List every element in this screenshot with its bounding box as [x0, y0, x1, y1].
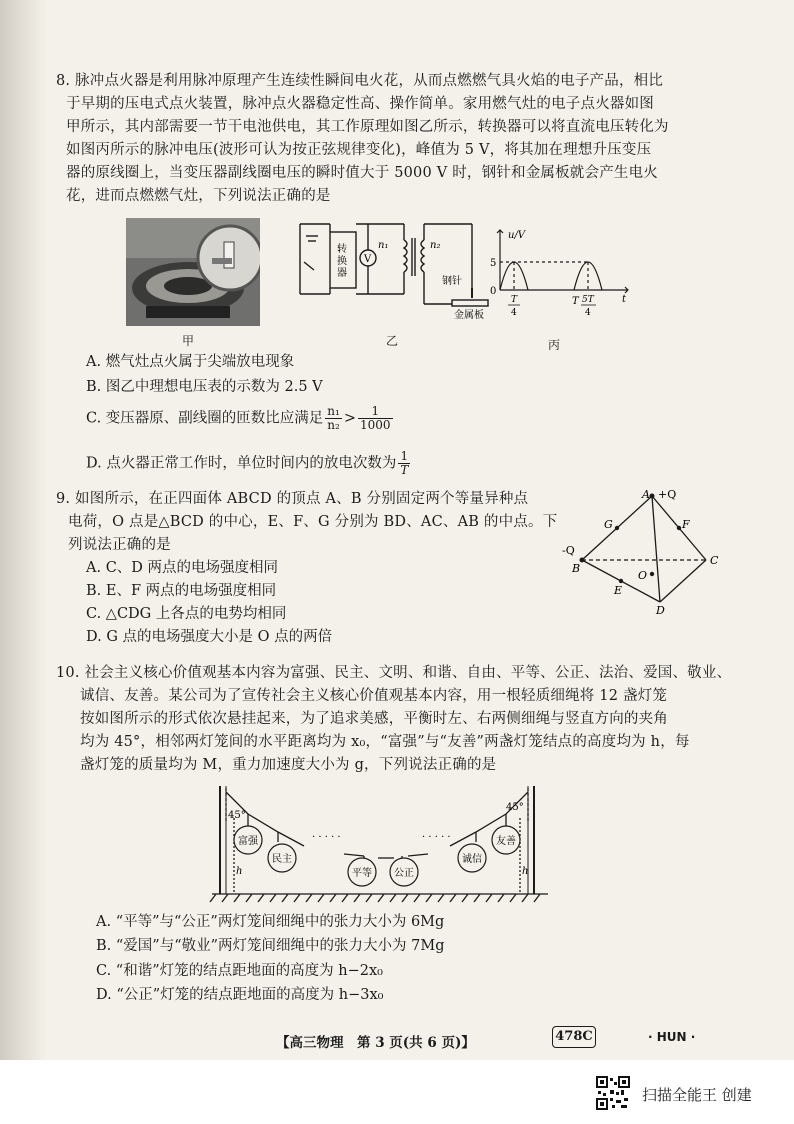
lantern-label: 平等	[352, 868, 372, 879]
q8-line: 如图丙所示的脉冲电压(波形可认为按正弦规律变化)，峰值为 5 V，将其加在理想升压变压	[66, 142, 652, 158]
q8-line: 于早期的压电式点火装置，脉冲点火器稳定性高、操作简单。家用燃气灶的电子点火器如图	[66, 96, 654, 112]
graph-peak-tick: 5	[490, 258, 497, 269]
q8-option-b: B. 图乙中理想电压表的示数为 2.5 V	[86, 379, 323, 395]
q9-option-b: B. E、F 两点的电场强度相同	[86, 583, 277, 599]
vertex-C-label: C	[710, 554, 719, 567]
q10-option-a: A. “平等”与“公正”两灯笼间细绳中的张力大小为 6Mg	[96, 914, 445, 930]
q9-option-d: D. G 点的电场强度大小是 O 点的两倍	[86, 629, 333, 645]
needle-label: 钢针	[442, 276, 462, 287]
point-O-label: O	[638, 569, 648, 582]
converter-label-3: 器	[337, 268, 347, 279]
converter-label-2: 换	[337, 256, 347, 267]
page-footer-title: 【高三物理 第 3 页(共 6 页)】	[276, 1035, 475, 1051]
q9-line: 电荷，O 点是△BCD 的中心，E、F、G 分别为 BD、AC、AB 的中点。下	[68, 514, 558, 530]
plate-label: 金属板	[454, 310, 484, 321]
point-G-label: G	[604, 518, 613, 531]
primary-turns-label: n₁	[378, 240, 389, 251]
graph-y-label: u/V	[508, 230, 526, 241]
q8-option-d	[86, 450, 412, 477]
q10-option-d: D. “公正”灯笼的结点距地面的高度为 h−3x₀	[96, 987, 384, 1003]
converter-label-1: 转	[337, 244, 347, 255]
q9-line: 9. 如图所示，在正四面体 ABCD 的顶点 A、B 分别固定两个等量异种点	[56, 491, 529, 507]
q10-line: 盏灯笼的质量均为 M，重力加速度大小为 g，下列说法正确的是	[80, 757, 497, 773]
tick-5T4-den: 4	[585, 308, 591, 318]
scanner-watermark: 扫描全能王 创建	[642, 1086, 752, 1104]
q10-line: 按如图所示的形式依次悬挂起来，为了追求美感，平衡时左、右两侧细绳与竖直方向的夹角	[80, 711, 668, 727]
lantern-label: 公正	[394, 868, 414, 879]
left-height-label: h	[236, 866, 243, 877]
charge-minus-label: -Q	[562, 544, 575, 557]
right-ellipsis: · · · · ·	[422, 832, 451, 843]
lantern-label: 富强	[238, 836, 258, 847]
scan-shadow	[0, 0, 46, 1124]
q10-option-c: C. “和谐”灯笼的结点距地面的高度为 h−2x₀	[96, 963, 383, 979]
q8-option-c	[86, 405, 395, 432]
left-angle-label: 45°	[228, 810, 246, 821]
vertex-D-label: D	[656, 604, 665, 617]
exam-code-badge: 478C	[552, 1026, 596, 1048]
graph-x-label: t	[622, 294, 627, 305]
lantern-label: 诚信	[462, 854, 482, 865]
q8-line: 器的原线圈上，当变压器副线圈电压的瞬时值大于 5000 V 时，钢针和金属板就会产生电火	[66, 165, 658, 181]
figure-bing-caption: 丙	[548, 338, 561, 352]
q8-line: 8. 脉冲点火器是利用脉冲原理产生连续性瞬间电火花，从而点燃燃气具火焰的电子产品，相比	[56, 73, 664, 89]
charge-plus-label: +Q	[658, 488, 677, 501]
lantern-label: 友善	[496, 836, 516, 847]
tick-T4-num: T	[511, 295, 518, 305]
figure-yi-caption: 乙	[386, 334, 399, 348]
turns-ratio-fraction	[325, 405, 342, 432]
q9-option-a: A. C、D 两点的电场强度相同	[86, 560, 279, 576]
ground-hatch	[210, 894, 540, 902]
tetrahedron-diagram	[560, 484, 730, 620]
q8-option-c-text: C. 变压器原、副线圈的匝数比应满足	[86, 410, 324, 427]
vertex-A-label: A	[642, 488, 650, 501]
right-height-label: h	[522, 866, 529, 877]
question-10-text	[56, 662, 746, 777]
lantern-diagram	[208, 782, 552, 908]
pulse-voltage-graph	[486, 224, 636, 324]
q10-line: 均为 45°，相邻两灯笼间的水平距离均为 x₀，“富强”与“友善”两盏灯笼结点的高度均为 h，每	[80, 734, 690, 750]
region-code: · HUN ·	[648, 1030, 696, 1044]
q8-option-a: A. 燃气灶点火属于尖端放电现象	[86, 354, 295, 370]
discharge-rate-fraction	[398, 450, 410, 477]
igniter-photo	[126, 218, 260, 326]
point-F-label: F	[682, 518, 690, 531]
tick-5T4-num: 5T	[582, 295, 594, 305]
q10-option-b: B. “爱国”与“敬业”两灯笼间细绳中的张力大小为 7Mg	[96, 938, 445, 954]
q8-line: 甲所示，其内部需要一节干电池供电，其工作原理如图乙所示，转换器可以将直流电压转化为	[66, 119, 669, 135]
question-9-text	[56, 488, 576, 557]
igniter-circuit-diagram	[294, 218, 490, 322]
left-ellipsis: · · · · ·	[312, 832, 341, 843]
point-E-label: E	[614, 584, 623, 597]
q10-line: 诚信、友善。某公司为了宣传社会主义核心价值观基本内容，用一根轻质细绳将 12 盏灯笼	[80, 688, 668, 704]
lantern-label: 民主	[272, 854, 292, 865]
rate-num: 1	[398, 450, 410, 464]
voltmeter-label: V	[364, 254, 372, 265]
q10-line: 10. 社会主义核心价值观基本内容为富强、民主、文明、和谐、自由、平等、公正、法治、爱国、敬业、	[56, 665, 732, 681]
graph-origin: 0	[490, 286, 497, 297]
ratio-value-fraction	[358, 405, 393, 432]
q8-line: 花，进而点燃燃气灶，下列说法正确的是	[66, 188, 331, 204]
secondary-turns-label: n₂	[430, 240, 441, 251]
ratio-den: n₂	[327, 418, 340, 432]
q9-line: 列说法正确的是	[68, 537, 171, 553]
ratio-num: n₁	[327, 404, 340, 418]
ratio-value-num: 1	[358, 405, 393, 419]
ratio-value-den: 1000	[360, 418, 391, 432]
q8-option-d-text: D. 点火器正常工作时，单位时间内的放电次数为	[86, 455, 397, 472]
right-angle-label: 45°	[506, 802, 524, 813]
question-8-text	[56, 70, 746, 208]
q9-option-c: C. △CDG 上各点的电势均相同	[86, 606, 287, 622]
rate-den: T	[400, 463, 409, 477]
tick-T: T	[572, 296, 579, 307]
gt-sign: >	[343, 410, 356, 427]
tick-T4-den: 4	[511, 308, 517, 318]
vertex-B-label: B	[572, 562, 581, 575]
figure-jia-caption: 甲	[182, 334, 195, 348]
qr-code-icon	[596, 1076, 630, 1110]
